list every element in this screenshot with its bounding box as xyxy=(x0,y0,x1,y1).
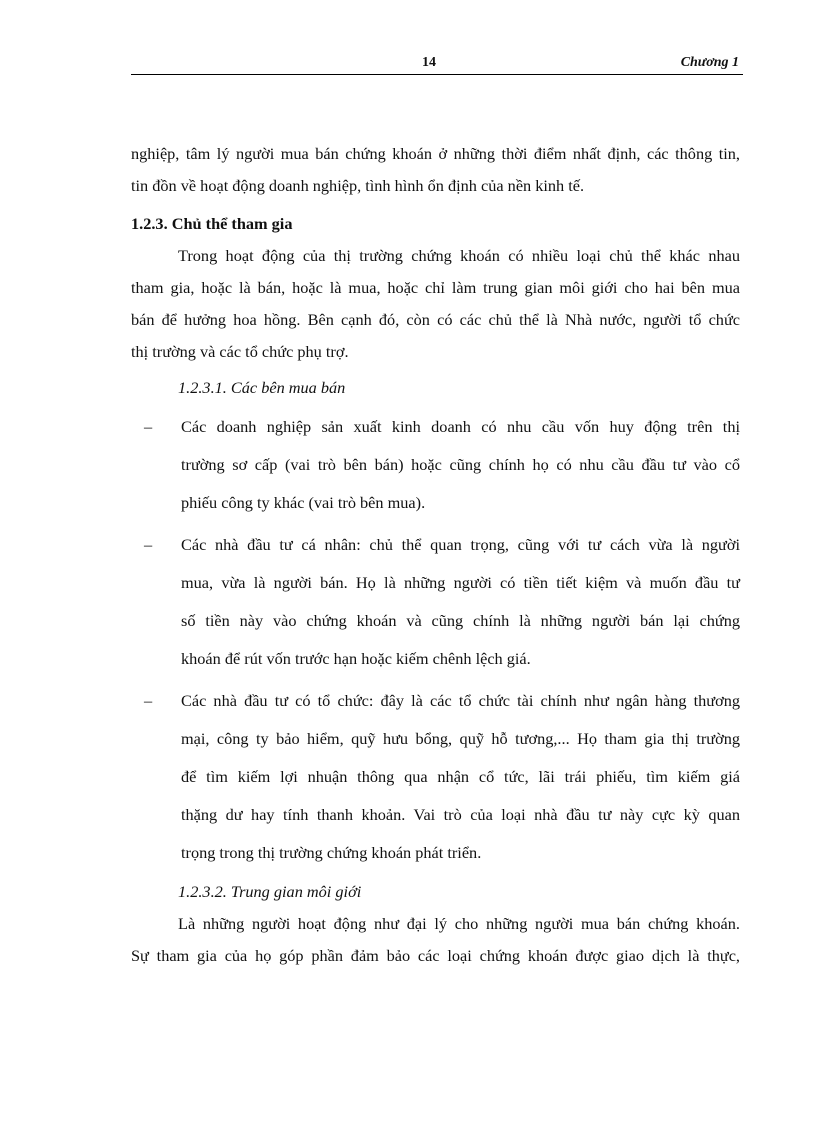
subsection-heading-buyers-sellers: 1.2.3.1. Các bên mua bán xyxy=(178,378,346,397)
header-rule xyxy=(131,74,743,75)
text-line: Các doanh nghiệp sản xuất kinh doanh có nhu cầu vốn huy động trên thị xyxy=(181,417,740,436)
text-line: bán để hưởng hoa hồng. Bên cạnh đó, còn có các chủ thể là Nhà nước, người tổ chức xyxy=(131,310,740,329)
bullet-item xyxy=(131,682,740,872)
text-line: tham gia, hoặc là bán, hoặc là mua, hoặc chỉ làm trung gian môi giới cho hai bên mua xyxy=(131,278,740,297)
intro-paragraph xyxy=(131,138,740,202)
text-line: Các nhà đầu tư có tổ chức: đây là các tổ chức tài chính như ngân hàng thương xyxy=(181,691,740,710)
text-line: thặng dư hay tính thanh khoản. Vai trò của loại nhà đầu tư này cực kỳ quan xyxy=(181,805,740,824)
text-line: Sự tham gia của họ góp phần đảm bảo các loại chứng khoán được giao dịch là thực, xyxy=(131,946,740,965)
text-line: tin đồn về hoạt động doanh nghiệp, tình hình ổn định của nền kinh tế. xyxy=(131,176,585,195)
subsection-heading-brokers: 1.2.3.2. Trung gian môi giới xyxy=(178,882,362,901)
text-line: nghiệp, tâm lý người mua bán chứng khoán ở những thời điểm nhất định, các thông tin, xyxy=(131,144,740,163)
final-paragraph xyxy=(131,908,740,972)
text-line: số tiền này vào chứng khoán và cũng chính là những người bán lại chứng xyxy=(181,611,740,630)
text-line: phiếu công ty khác (vai trò bên mua). xyxy=(181,493,426,512)
document-body xyxy=(131,138,740,972)
text-line: khoán để rút vốn trước hạn hoặc kiếm chênh lệch giá. xyxy=(181,649,531,668)
page-number: 14 xyxy=(422,55,436,70)
page-header xyxy=(131,55,743,75)
bullet-item xyxy=(131,526,740,678)
chapter-label: Chương 1 xyxy=(680,55,739,70)
text-line: thị trường và các tổ chức phụ trợ. xyxy=(131,342,349,361)
text-line: để tìm kiếm lợi nhuận thông qua nhận cổ tức, lãi trái phiếu, tìm kiếm giá xyxy=(181,767,740,786)
text-line: mại, công ty bảo hiểm, quỹ hưu bổng, quỹ hỗ tương,... Họ tham gia thị trường xyxy=(181,729,740,748)
text-line: trường sơ cấp (vai trò bên bán) hoặc cũng chính họ có nhu cầu đầu tư vào cổ xyxy=(181,455,740,474)
text-line: trọng trong thị trường chứng khoán phát triển. xyxy=(181,843,482,862)
dash-bullet: – xyxy=(144,417,153,436)
section-heading: 1.2.3. Chủ thể tham gia xyxy=(131,214,293,233)
dash-bullet: – xyxy=(144,691,153,710)
text-line: Các nhà đầu tư cá nhân: chủ thể quan trọng, cũng với tư cách vừa là người xyxy=(181,535,740,554)
section-paragraph xyxy=(131,240,740,368)
text-line: mua, vừa là người bán. Họ là những người có tiền tiết kiệm và muốn đầu tư xyxy=(181,573,740,592)
text-line: Trong hoạt động của thị trường chứng khoán có nhiều loại chủ thể khác nhau xyxy=(178,246,740,265)
bullet-item xyxy=(131,408,740,522)
dash-bullet: – xyxy=(144,535,153,554)
text-line: Là những người hoạt động như đại lý cho những người mua bán chứng khoán. xyxy=(178,914,740,933)
